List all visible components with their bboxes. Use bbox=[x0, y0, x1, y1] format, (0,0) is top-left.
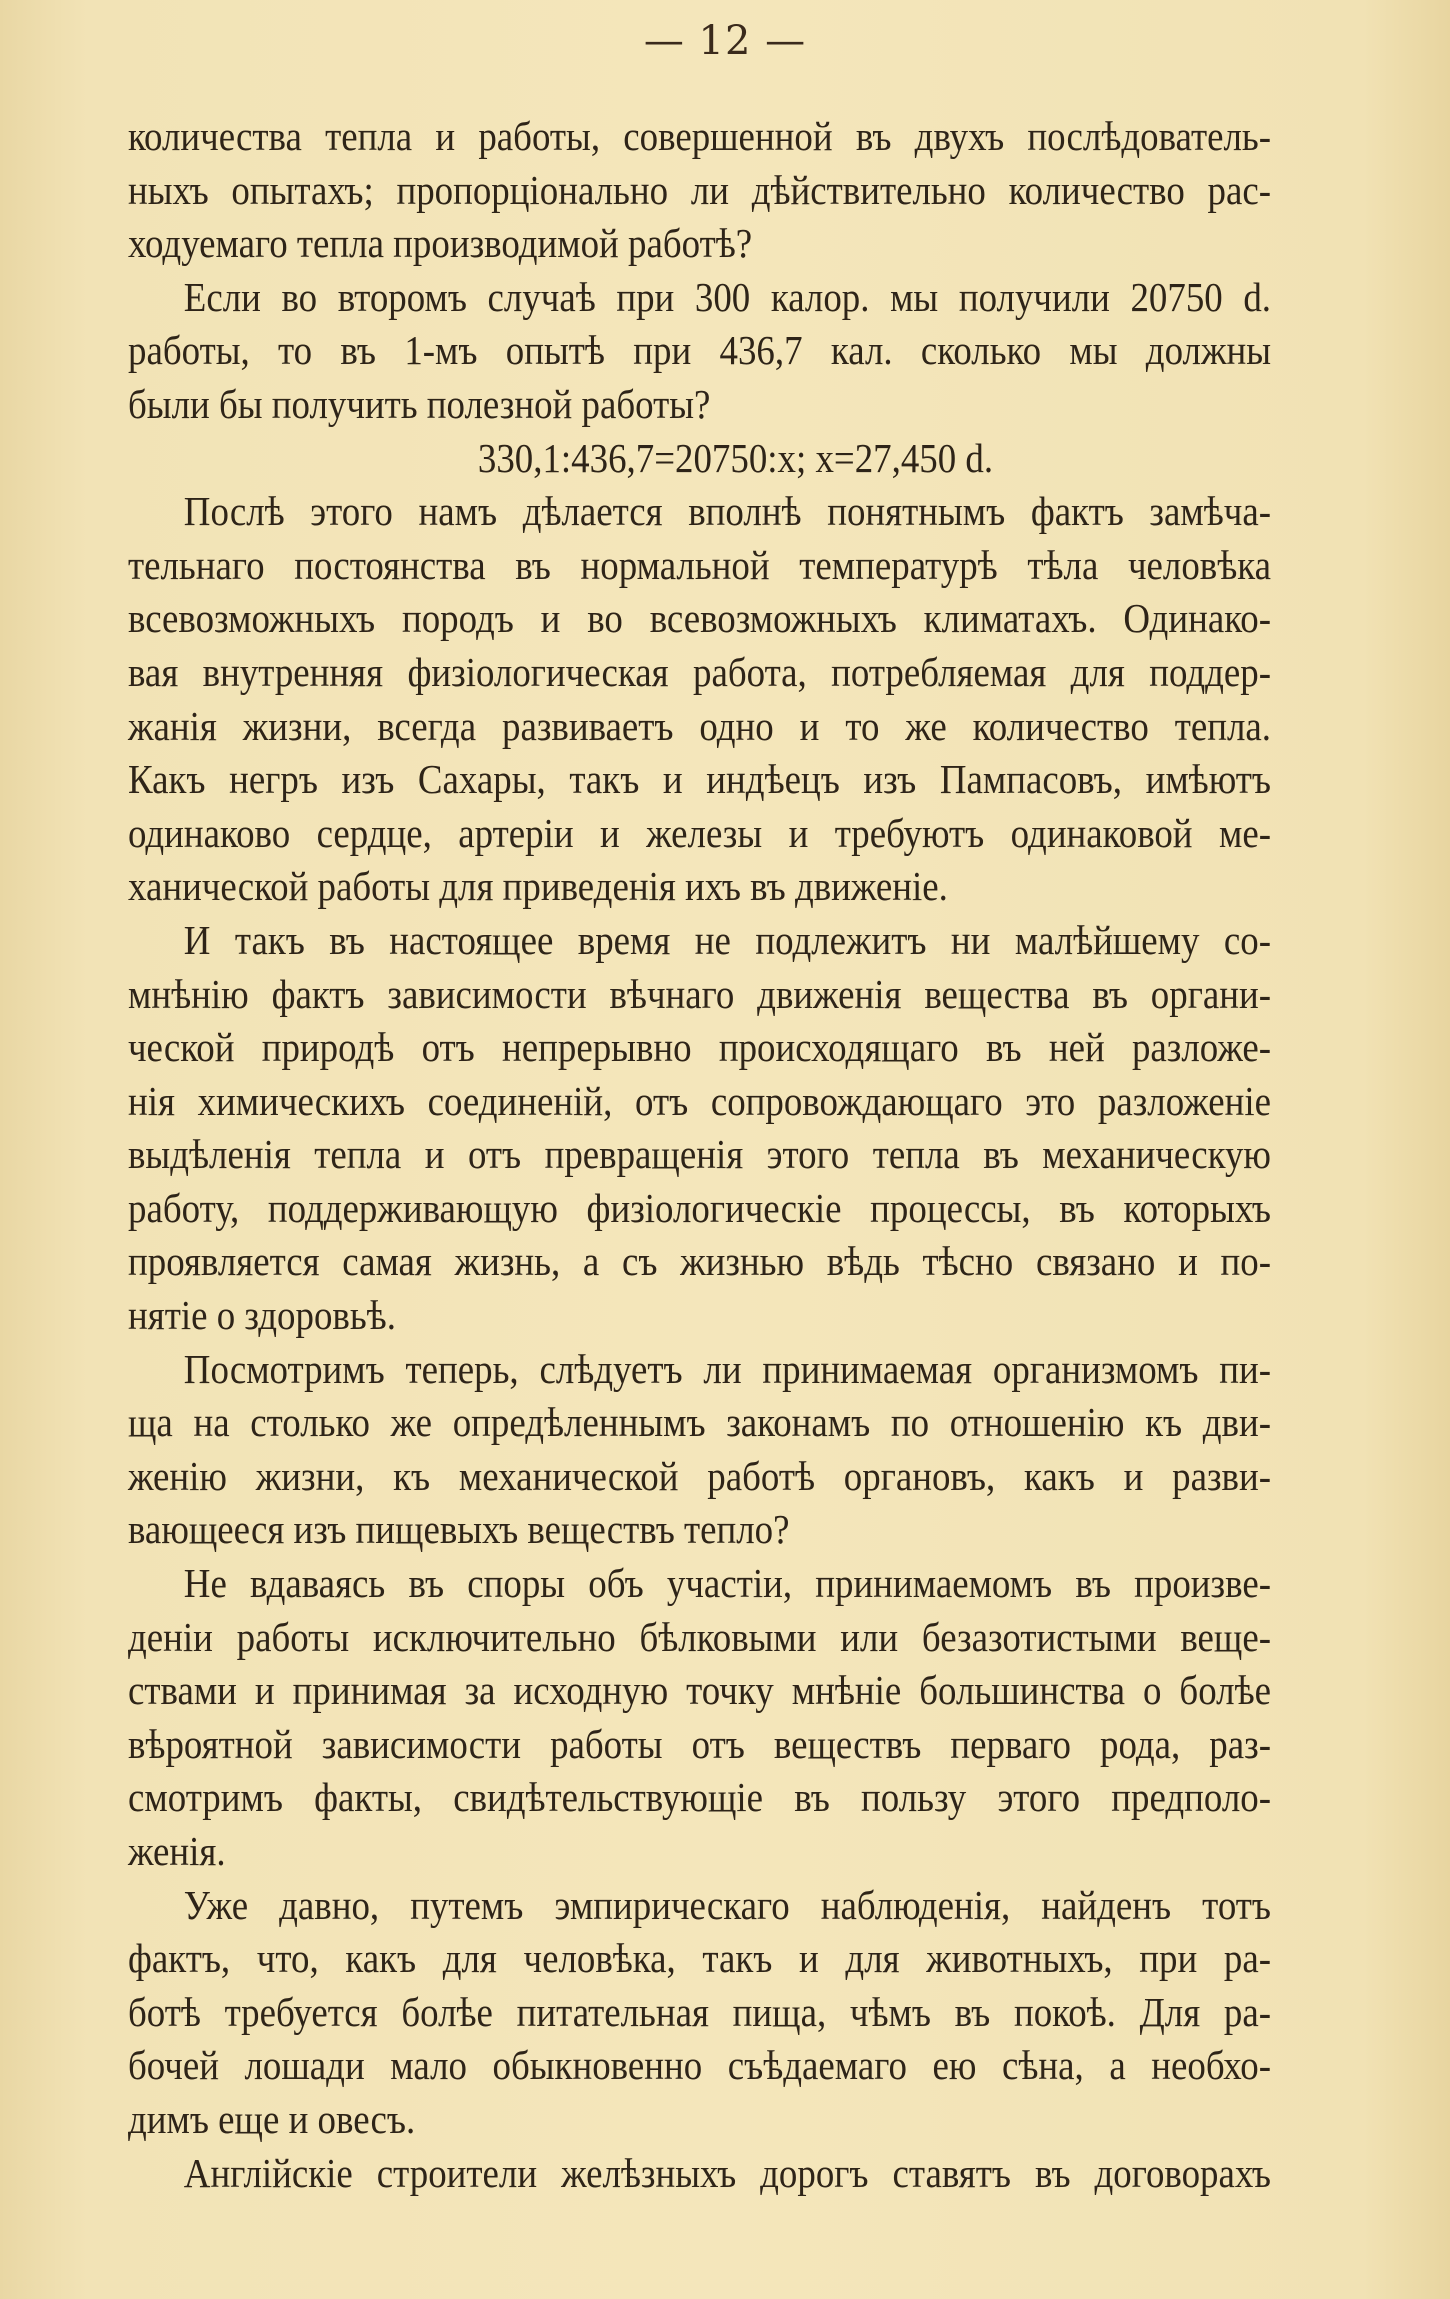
text-line: были бы получить полезной работы? bbox=[128, 380, 711, 427]
text-line: проявляется самая жизнь, а съ жизнью вѣдь тѣсно связано и по- bbox=[128, 1238, 1271, 1285]
text-line: смотримъ факты, свидѣтельствующіе въ пользу этого предполо- bbox=[128, 1774, 1271, 1821]
text-line: Англійскіе строители желѣзныхъ дорогъ ставятъ въ договорахъ bbox=[183, 2149, 1271, 2196]
text-line: фактъ, что, какъ для человѣка, такъ и для животныхъ, при ра- bbox=[128, 1935, 1271, 1982]
paragraph bbox=[128, 432, 1271, 486]
text-line: вающееся изъ пищевыхъ веществъ тепло? bbox=[128, 1506, 790, 1553]
text-line: выдѣленія тепла и отъ превращенія этого тепла въ механическую bbox=[128, 1131, 1271, 1178]
text-line: тельнаго постоянства въ нормальной температурѣ тѣла человѣка bbox=[128, 541, 1271, 588]
body-text bbox=[128, 110, 1271, 2200]
text-line: количества тепла и работы, совершенной въ двухъ послѣдователь- bbox=[128, 113, 1271, 159]
text-line: ходуемаго тепла производимой работѣ? bbox=[128, 220, 753, 267]
paragraph bbox=[128, 914, 1271, 1343]
paragraph bbox=[128, 110, 1271, 271]
text-line: Уже давно, путемъ эмпирическаго наблюденія, найденъ тотъ bbox=[183, 1881, 1271, 1928]
text-line: работу, поддерживающую физіологическіе процессы, въ которыхъ bbox=[128, 1184, 1271, 1231]
paragraph bbox=[128, 1343, 1271, 1557]
paragraph bbox=[128, 2147, 1271, 2201]
text-line: ческой природѣ отъ непрерывно происходящаго въ ней разложе- bbox=[128, 1024, 1271, 1071]
text-line: Посмотримъ теперь, слѣдуетъ ли принимаемая организмомъ пи- bbox=[183, 1345, 1271, 1392]
text-line: ныхъ опытахъ; пропорціонально ли дѣйствительно количество рас- bbox=[128, 166, 1271, 213]
paragraph bbox=[128, 1557, 1271, 1879]
text-line: И такъ въ настоящее время не подлежитъ ни малѣйшему со- bbox=[183, 916, 1271, 963]
formula-line: 330,1:436,7=20750:x; x=27,450 d. bbox=[477, 434, 994, 481]
text-line: всевозможныхъ породъ и во всевозможныхъ климатахъ. Одинако- bbox=[128, 595, 1271, 642]
text-line: вая внутренняя физіологическая работа, потребляемая для поддер- bbox=[128, 648, 1271, 695]
text-line: Если во второмъ случаѣ при 300 калор. мы получили 20750 d. bbox=[183, 273, 1271, 320]
text-line: деніи работы исключительно бѣлковыми или безазотистыми веще- bbox=[128, 1613, 1271, 1660]
text-line: Не вдаваясь въ споры объ участіи, принимаемомъ въ произве- bbox=[183, 1560, 1271, 1607]
paragraph bbox=[128, 485, 1271, 914]
paragraph bbox=[128, 271, 1271, 432]
text-line: вѣроятной зависимости работы отъ веществъ перваго рода, раз- bbox=[128, 1720, 1271, 1767]
text-line: нія химическихъ соединеній, отъ сопровождающаго это разложеніе bbox=[128, 1077, 1271, 1124]
text-line: женію жизни, къ механической работѣ органовъ, какъ и разви- bbox=[128, 1452, 1271, 1499]
text-line: Послѣ этого намъ дѣлается вполнѣ понятнымъ фактъ замѣча- bbox=[183, 488, 1271, 535]
text-line: димъ еще и овесъ. bbox=[128, 2095, 416, 2142]
text-line: одинаково сердце, артеріи и железы и требуютъ одинаковой ме- bbox=[128, 809, 1271, 856]
text-line: женія. bbox=[128, 1828, 226, 1874]
text-line: Какъ негръ изъ Сахары, такъ и индѣецъ изъ Пампасовъ, имѣютъ bbox=[128, 756, 1271, 803]
text-line: нятіе о здоровьѣ. bbox=[128, 1292, 396, 1339]
text-line: мнѣнію фактъ зависимости вѣчнаго движенія вещества въ органи- bbox=[128, 970, 1271, 1017]
text-line: работы, то въ 1-мъ опытѣ при 436,7 кал. сколько мы должны bbox=[128, 327, 1271, 374]
text-line: ботѣ требуется болѣе питательная пища, чѣмъ въ покоѣ. Для ра- bbox=[128, 1988, 1271, 2035]
paragraph bbox=[128, 1879, 1271, 2147]
text-line: ствами и принимая за исходную точку мнѣніе большинства о болѣе bbox=[128, 1667, 1271, 1714]
page-number: — 12 — bbox=[643, 18, 807, 64]
text-line: ханической работы для приведенія ихъ въ движеніе. bbox=[128, 863, 948, 910]
text-line: жанія жизни, всегда развиваетъ одно и то же количество тепла. bbox=[128, 702, 1271, 749]
text-line: бочей лошади мало обыкновенно съѣдаемаго ею сѣна, а необхо- bbox=[128, 2042, 1271, 2089]
text-line: ща на столько же опредѣленнымъ законамъ по отношенію къ дви- bbox=[128, 1399, 1271, 1446]
